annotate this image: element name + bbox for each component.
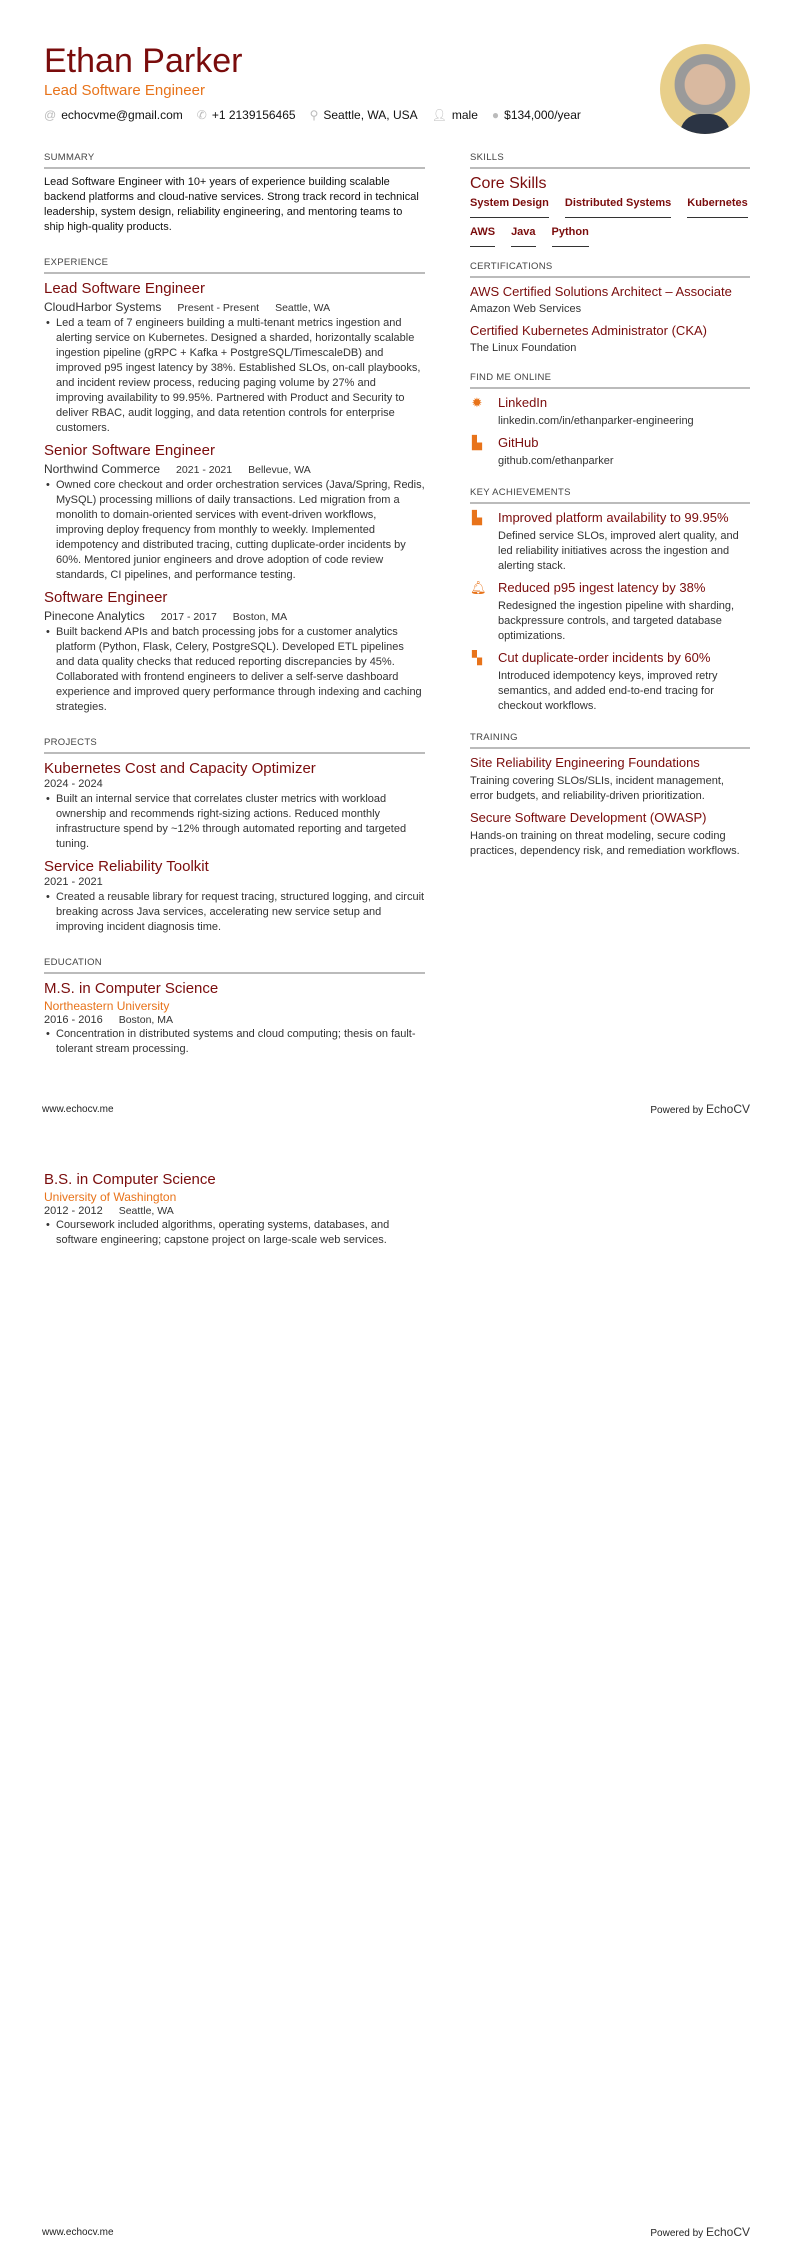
project-dates: 2024 - 2024 [44, 778, 103, 790]
online-github[interactable] [470, 435, 750, 469]
project-name: Service Reliability Toolkit [44, 858, 209, 875]
left-column [44, 152, 425, 1057]
dates: 2016 - 2016 [44, 1014, 103, 1026]
edu-location: Seattle, WA [118, 1205, 174, 1217]
achievement-item [470, 510, 750, 574]
section-skills-heading: SKILLS [470, 152, 750, 169]
cert-name: Certified Kubernetes Administrator (CKA) [470, 323, 707, 338]
powered-by-text: Powered by [650, 2228, 704, 2239]
section-achievements-heading: KEY ACHIEVEMENTS [470, 487, 750, 504]
skill-chip: System Design [470, 197, 549, 218]
achievement-title: Reduced p95 ingest latency by 38% [498, 580, 706, 595]
job-role: Senior Software Engineer [44, 442, 215, 459]
achievement-desc: Introduced idempotency keys, improved retry semantics, and added end-to-end tracing for checkout workflows. [498, 670, 718, 712]
salary-text: $134,000/year [504, 108, 581, 122]
dates: Present - Present [177, 302, 260, 314]
skill-chip: AWS [470, 226, 495, 247]
location-text: Seattle, WA, USA [323, 108, 418, 122]
education-bullet: • Concentration in distributed systems and cloud computing; thesis on fault-tolerant stream processing. [44, 1027, 425, 1057]
dollar-icon: ● [491, 108, 500, 122]
footer-site-link[interactable]: www.echocv.me [42, 2227, 114, 2238]
section-projects-heading: PROJECTS [44, 737, 425, 754]
experience-item [44, 280, 425, 436]
achievement-desc: Redesigned the ingestion pipeline with sharding, backpressure controls, and targeted database optimizations. [498, 600, 735, 642]
section-online-heading: FIND ME ONLINE [470, 372, 750, 389]
project-dates: 2021 - 2021 [44, 876, 103, 888]
section-training-heading: TRAINING [470, 732, 750, 749]
company: CloudHarbor Systems [44, 300, 162, 314]
section-summary-heading: SUMMARY [44, 152, 425, 169]
link-url[interactable]: github.com/ethanparker [498, 455, 614, 467]
file-music-icon: ▚ [472, 650, 482, 665]
avatar [660, 44, 750, 134]
phone-icon: ✆ [196, 108, 207, 122]
right-column [470, 152, 750, 859]
dates: 2021 - 2021 [176, 464, 233, 476]
footer-powered-by [650, 1102, 750, 1116]
document-icon: ▙ [472, 435, 482, 450]
education-item [44, 1171, 425, 1248]
page-2 [0, 1123, 794, 2246]
document-icon: ▙ [472, 510, 482, 525]
dates: 2012 - 2012 [44, 1205, 103, 1217]
summary-text: Lead Software Engineer with 10+ years of experience building scalable backend platforms and cloud-native services. Strong track record in technical leadership, system design, reliability engineering, and mentoring teams to ship high-quality products. [44, 176, 419, 233]
company: Pinecone Analytics [44, 609, 145, 623]
contact-gender [432, 108, 478, 122]
job-role: Lead Software Engineer [44, 280, 205, 297]
project-name: Kubernetes Cost and Capacity Optimizer [44, 760, 316, 777]
training-desc: Hands-on training on threat modeling, secure coding practices, dependency risk, and remediation workflows. [470, 830, 740, 857]
skill-chip: Java [511, 226, 535, 247]
job-bullet: • Built backend APIs and batch processing jobs for a customer analytics platform (Python, Flask, Celery, PostgreSQL). Developed ETL pipelines and data quality checks that reduced reporting discrepancies by 45%. Collaborated with frontend engineers to deliver a self-serve dashboard experience and improved query performance through indexing and caching strategies. [44, 625, 425, 715]
degree: M.S. in Computer Science [44, 980, 219, 997]
project-bullet: • Built an internal service that correlates cluster metrics with workload ownership and recommends right-sizing actions. Reduced monthly infrastructure spend by ~12% through automated reporting and targeted tuning. [44, 792, 425, 852]
contact-phone[interactable] [197, 108, 296, 122]
experience-item [44, 589, 425, 715]
skills-group [470, 175, 750, 251]
bell-icon: 🔔︎ [470, 580, 487, 595]
powered-by-text: Powered by [650, 1105, 704, 1116]
project-bullet: • Created a reusable library for request tracing, structured logging, and circuit breaking across Java services, accelerating new service setup and improving incident diagnosis time. [44, 890, 425, 935]
project-item [44, 760, 425, 852]
cert-issuer: Amazon Web Services [470, 303, 582, 315]
education-bullet: • Coursework included algorithms, operating systems, databases, and software engineering; capstone project on large-scale web services. [44, 1218, 425, 1248]
gear-icon: ✹ [471, 395, 483, 410]
skills-group-title: Core Skills [470, 175, 547, 192]
project-item [44, 858, 425, 935]
education-continued [44, 1167, 425, 1248]
achievement-item [470, 580, 750, 644]
achievement-desc: Defined service SLOs, improved alert quality, and led reliability initiatives across the ingestion and alerting stack. [498, 530, 739, 572]
brand-logo: EchoCV [705, 1102, 750, 1116]
online-linkedin[interactable] [470, 395, 750, 429]
gender-text: male [451, 108, 478, 122]
edu-location: Boston, MA [118, 1014, 173, 1026]
job-bullet: • Owned core checkout and order orchestration services (Java/Spring, Redis, MySQL) processing millions of daily transactions. Led migration from a monolith to domain-oriented services with event-driven workflows, improving deploy frequency from monthly to weekly. Implemented idempotency and distributed tracing, cutting duplicate-order incidents by 60%. Mentored junior engineers and drove adoption of code review standards, CI pipelines, and performance testing. [44, 478, 425, 583]
cert-name: AWS Certified Solutions Architect – Associate [470, 284, 732, 299]
training-name: Secure Software Development (OWASP) [470, 810, 707, 825]
link-url[interactable]: linkedin.com/in/ethanparker-engineering [498, 415, 694, 427]
location-pin-icon: ⚲ [309, 108, 319, 122]
brand-logo: EchoCV [705, 2225, 750, 2239]
section-education-heading: EDUCATION [44, 957, 425, 974]
job-location: Bellevue, WA [248, 464, 311, 476]
candidate-title: Lead Software Engineer [44, 82, 205, 99]
company: Northwind Commerce [44, 462, 161, 476]
contact-row [44, 108, 581, 122]
skill-chip: Python [552, 226, 589, 247]
cert-issuer: The Linux Foundation [470, 342, 577, 354]
training-name: Site Reliability Engineering Foundations [470, 755, 700, 770]
achievement-item [470, 650, 750, 714]
skill-chip: Distributed Systems [565, 197, 671, 218]
training-desc: Training covering SLOs/SLIs, incident management, error budgets, and reliability-driven prioritization. [470, 775, 724, 802]
link-label: LinkedIn [498, 395, 548, 410]
footer-powered-by [650, 2225, 750, 2239]
degree: B.S. in Computer Science [44, 1171, 216, 1188]
dates: 2017 - 2017 [160, 611, 217, 623]
person-icon: 👤︎ [431, 108, 447, 122]
skill-chip: Kubernetes [687, 197, 748, 218]
achievement-title: Cut duplicate-order incidents by 60% [498, 650, 711, 665]
job-location: Seattle, WA [275, 302, 331, 314]
contact-salary [492, 108, 581, 122]
email-text: echocvme@gmail.com [61, 108, 183, 122]
link-label: GitHub [498, 435, 539, 450]
experience-item [44, 442, 425, 583]
education-item [44, 980, 425, 1057]
school: Northeastern University [44, 999, 170, 1013]
job-location: Boston, MA [232, 611, 288, 623]
achievement-title: Improved platform availability to 99.95% [498, 510, 729, 525]
job-bullet: • Led a team of 7 engineers building a multi-tenant metrics ingestion and alerting service on Kubernetes. Designed a sharded, horizontally scalable ingestion pipeline (gRPC + Kafka + PostgreSQL/TimescaleDB) and improved p95 ingest latency by 38%. Established SLOs, on-call playbooks, and incident review process, reducing paging volume by 27% and improving availability to 99.95%. Partnered with Product and Security to deliver RBAC, audit logging, and data retention controls for enterprise customers. [44, 316, 425, 436]
school: University of Washington [44, 1190, 177, 1204]
at-icon: @ [44, 108, 57, 122]
job-role: Software Engineer [44, 589, 168, 606]
footer-site-link[interactable]: www.echocv.me [42, 1104, 114, 1115]
contact-email[interactable] [44, 108, 183, 122]
candidate-name: Ethan Parker [44, 42, 243, 80]
section-certifications-heading: CERTIFICATIONS [470, 261, 750, 278]
phone-text: +1 2139156465 [211, 108, 296, 122]
section-experience-heading: EXPERIENCE [44, 257, 425, 274]
contact-location [310, 108, 418, 122]
